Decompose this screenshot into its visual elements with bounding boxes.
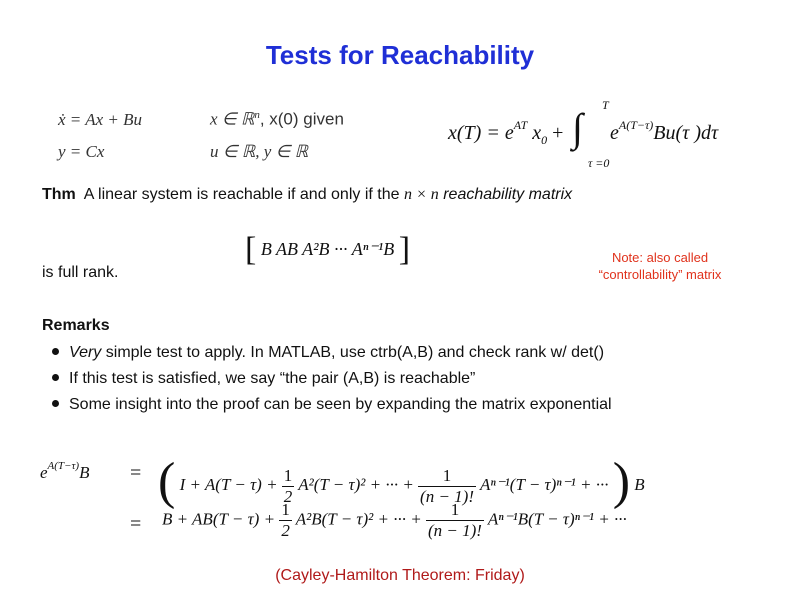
frac-numerator: 1: [281, 500, 290, 519]
theorem-label: Thm: [42, 186, 76, 203]
left-paren: (: [158, 453, 176, 510]
cayley-hamilton-caption: (Cayley-Hamilton Theorem: Friday): [275, 567, 525, 584]
output-equation: y = Cx: [58, 142, 105, 161]
bullet-icon: [52, 374, 59, 381]
input-output-condition: u ∈ ℝ, y ∈ ℝ: [210, 142, 309, 161]
slide-title: Tests for Reachability: [265, 40, 535, 70]
remark-item: [52, 396, 612, 414]
expansion-row-1: [158, 444, 645, 510]
frac-denominator: (n − 1)!: [420, 486, 475, 506]
frac-denominator: 2: [283, 486, 293, 506]
remark-emphasis: Very: [69, 344, 102, 361]
theorem-italic-phrase: reachability matrix: [443, 186, 573, 203]
theorem-text: A linear system is reachable if and only if the: [83, 186, 400, 203]
state-space-membership: x ∈ ℝ: [210, 109, 255, 129]
expansion-lhs-B: B: [79, 463, 90, 482]
theorem-dimension: n × n: [403, 186, 439, 203]
solution-x0-subscript: 0: [541, 133, 548, 147]
row1-part-c: Aⁿ⁻¹(T − τ)ⁿ⁻¹ + ···: [479, 475, 609, 494]
solution-x0: x: [532, 122, 542, 144]
solution-plus: +: [552, 122, 564, 144]
fraction-factorial: [426, 500, 484, 541]
state-condition: [210, 109, 344, 130]
expansion-lhs: [40, 460, 90, 483]
solution-lhs: x(T) = e: [448, 122, 514, 144]
note-box: [560, 249, 760, 283]
row1-part-a: I + A(T − τ) +: [179, 475, 278, 494]
state-equation: ẋ = Ax + Bu: [58, 110, 142, 129]
expansion-row-2: [162, 500, 627, 541]
bullet-icon: [52, 348, 59, 355]
row2-part-b: A²B(T − τ)² + ··· +: [295, 509, 422, 529]
frac-denominator: 2: [281, 521, 290, 540]
note-line-1: Note: also called: [611, 250, 709, 265]
expansion-lhs-e: e: [40, 463, 48, 482]
integrand: [610, 118, 719, 145]
theorem-statement: [42, 186, 572, 204]
bullet-icon: [52, 400, 59, 407]
remark-text: Some insight into the proof can be seen by expanding the matrix exponential: [69, 396, 612, 413]
frac-numerator: 1: [418, 466, 476, 487]
right-paren: ): [612, 453, 631, 510]
remarks-heading: Remarks: [42, 317, 110, 334]
matrix-right-bracket: ]: [398, 231, 411, 268]
frac-numerator: 1: [426, 500, 484, 521]
initial-condition-text: , x(0) given: [259, 109, 344, 129]
matrix-left-bracket: [: [245, 231, 257, 268]
state-dimension: n: [254, 109, 260, 121]
remark-text: If this test is satisfied, we say “the pair (A,B) is reachable”: [69, 370, 476, 387]
fraction-half: [279, 500, 292, 541]
frac-numerator: 1: [283, 465, 293, 485]
integrand-exponent: A(T−τ): [618, 118, 654, 132]
matrix-content: B AB A²B ··· Aⁿ⁻¹B: [260, 239, 395, 259]
remark-item: [52, 370, 475, 388]
solution-exp1: AT: [513, 118, 528, 132]
integral-upper-limit: T: [602, 98, 609, 112]
reachability-matrix: [245, 226, 411, 268]
full-rank-text: is full rank.: [42, 264, 119, 281]
remark-text: simple test to apply. In MATLAB, use ctrb(A,B) and check rank w/ det(): [101, 344, 605, 361]
row1-B: B: [634, 475, 645, 494]
frac-denominator: (n − 1)!: [427, 521, 482, 540]
note-line-2: “controllability” matrix: [598, 267, 722, 282]
row1-part-b: A²(T − τ)² + ··· +: [298, 475, 414, 494]
integral-lower-limit: τ =0: [588, 156, 610, 170]
equals-sign-2: =: [130, 513, 142, 535]
integrand-tail: Bu(τ )dτ: [653, 122, 719, 144]
row2-part-a: B + AB(T − τ) +: [162, 509, 276, 529]
row2-part-c: Aⁿ⁻¹B(T − τ)ⁿ⁻¹ + ···: [487, 509, 627, 529]
expansion-lhs-exponent: A(T−τ): [47, 460, 80, 472]
integrand-e: e: [610, 122, 619, 144]
remark-item: [52, 344, 604, 362]
integral-sign: ∫: [572, 105, 583, 150]
solution-formula: [448, 118, 564, 147]
equals-sign-1: =: [130, 462, 142, 484]
